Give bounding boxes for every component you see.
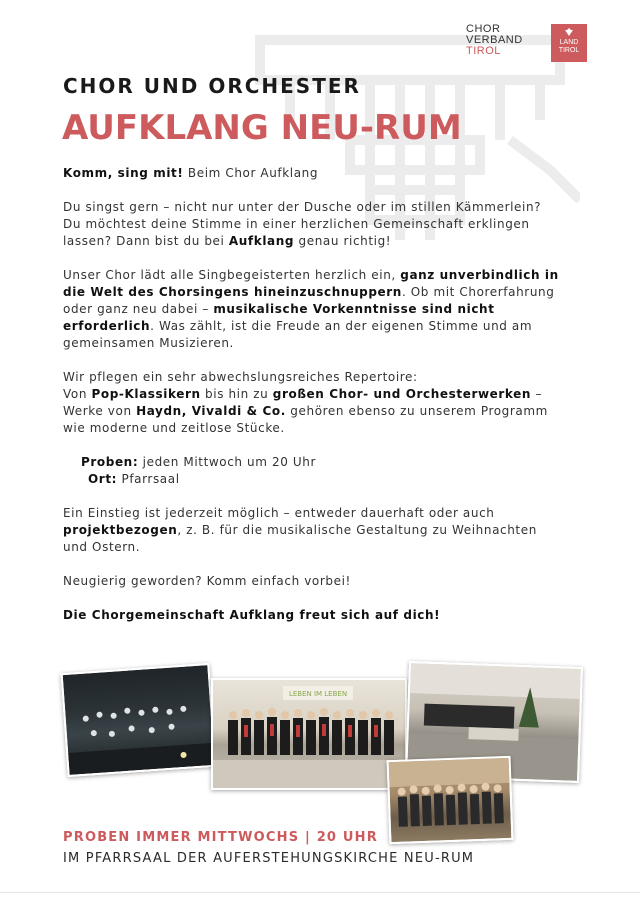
bold-run: musikalische Vorkenntnisse sind nicht erforderlich bbox=[63, 302, 495, 333]
orchestra-photo-graphic bbox=[63, 665, 215, 775]
proben-label: Proben: bbox=[81, 455, 139, 469]
text-run: und Ostern. bbox=[63, 540, 141, 554]
orchestra-concert-photo bbox=[61, 663, 217, 777]
ort-value: Pfarrsaal bbox=[117, 472, 180, 486]
text-run: wie moderne und zeitlose Stücke. bbox=[63, 421, 285, 435]
text-run: lassen? Dann bist du bei bbox=[63, 234, 229, 248]
text-run: Werke von bbox=[63, 404, 137, 418]
bold-run: Pop-Klassikern bbox=[91, 387, 201, 401]
text-run: Ein Einstieg ist jederzeit möglich – entweder dauerhaft oder auch bbox=[63, 506, 495, 520]
land-tirol-logo-line: TIROL bbox=[558, 47, 580, 54]
proben-value: jeden Mittwoch um 20 Uhr bbox=[138, 455, 316, 469]
bottom-divider bbox=[0, 892, 640, 893]
intro-text: Beim Chor Aufklang bbox=[183, 166, 319, 180]
text-run: , z. B. für die musikalische Gestaltung zu Weihnachten bbox=[177, 523, 537, 537]
ort-label: Ort: bbox=[88, 472, 118, 486]
rehearsal-time-footer: PROBEN IMMER MITTWOCHS | 20 UHR bbox=[63, 830, 378, 845]
text-run: Wir pflegen ein sehr abwechslungsreiches Repertoire: bbox=[63, 370, 418, 384]
main-title: AUFKLANG NEU-RUM bbox=[62, 108, 462, 148]
intro-bold: Komm, sing mit! bbox=[63, 166, 184, 180]
text-run: Von bbox=[63, 387, 92, 401]
choir-group-photo bbox=[211, 678, 407, 790]
ort-info bbox=[63, 471, 583, 488]
text-run: Unser Chor lädt alle Singbegeisterten herzlich ein, bbox=[63, 268, 401, 282]
choir-photo-graphic bbox=[213, 680, 405, 788]
choir-church-group-photo bbox=[387, 756, 514, 844]
text-run: – bbox=[531, 387, 543, 401]
chorverband-tirol-logo bbox=[466, 24, 523, 57]
location-footer: IM PFARRSAAL DER AUFERSTEHUNGSKIRCHE NEU-RUM bbox=[63, 851, 475, 866]
text-run: genau richtig! bbox=[294, 234, 392, 248]
closing-line bbox=[63, 607, 583, 624]
body-text bbox=[63, 165, 583, 624]
chorverband-logo-line: CHOR bbox=[466, 23, 501, 35]
group-photo-graphic bbox=[389, 758, 512, 842]
land-tirol-logo-line: LAND bbox=[559, 39, 579, 46]
proben-info bbox=[63, 454, 583, 471]
text-run: . Ob mit Chorerfahrung oder ganz neu dabei – bbox=[63, 285, 555, 316]
text-run: Du möchtest deine Stimme in einer herzlichen Gemeinschaft erklingen bbox=[63, 217, 530, 231]
bold-run: projektbezogen bbox=[63, 523, 178, 537]
chorverband-logo-line: VERBAND bbox=[466, 34, 523, 46]
bold-run: Die Chorgemeinschaft Aufklang freut sich auf dich! bbox=[63, 608, 441, 622]
bold-run: Aufklang bbox=[228, 234, 295, 248]
banner-text: LEBEN IM LEBEN bbox=[288, 690, 348, 698]
text-run: bis hin zu bbox=[200, 387, 273, 401]
text-run: Du singst gern – nicht nur unter der Dusche oder im stillen Kämmerlein? bbox=[63, 200, 542, 214]
intro-paragraph bbox=[63, 165, 583, 182]
eagle-crest-icon bbox=[564, 27, 574, 37]
paragraph-4 bbox=[63, 369, 583, 437]
bold-run: ganz unverbindlich in die Welt des Chorsingens hineinzuschnuppern bbox=[63, 268, 559, 299]
subtitle-heading: CHOR UND ORCHESTER bbox=[63, 74, 361, 98]
bold-run: Haydn, Vivaldi & Co. bbox=[136, 404, 286, 418]
chorverband-logo-line: TIROL bbox=[466, 45, 501, 57]
bold-run: großen Chor- und Orchesterwerken bbox=[272, 387, 532, 401]
paragraph-6: Neugierig geworden? Komm einfach vorbei! bbox=[63, 574, 351, 588]
text-run: gehören ebenso zu unserem Programm bbox=[285, 404, 548, 418]
text-run: . Was zählt, ist die Freude an der eigenen Stimme und am gemeinsamen Musizieren. bbox=[63, 319, 533, 350]
paragraph-5 bbox=[63, 505, 583, 556]
paragraph-2 bbox=[63, 199, 583, 250]
paragraph-3 bbox=[63, 267, 583, 352]
land-tirol-logo bbox=[551, 24, 587, 62]
